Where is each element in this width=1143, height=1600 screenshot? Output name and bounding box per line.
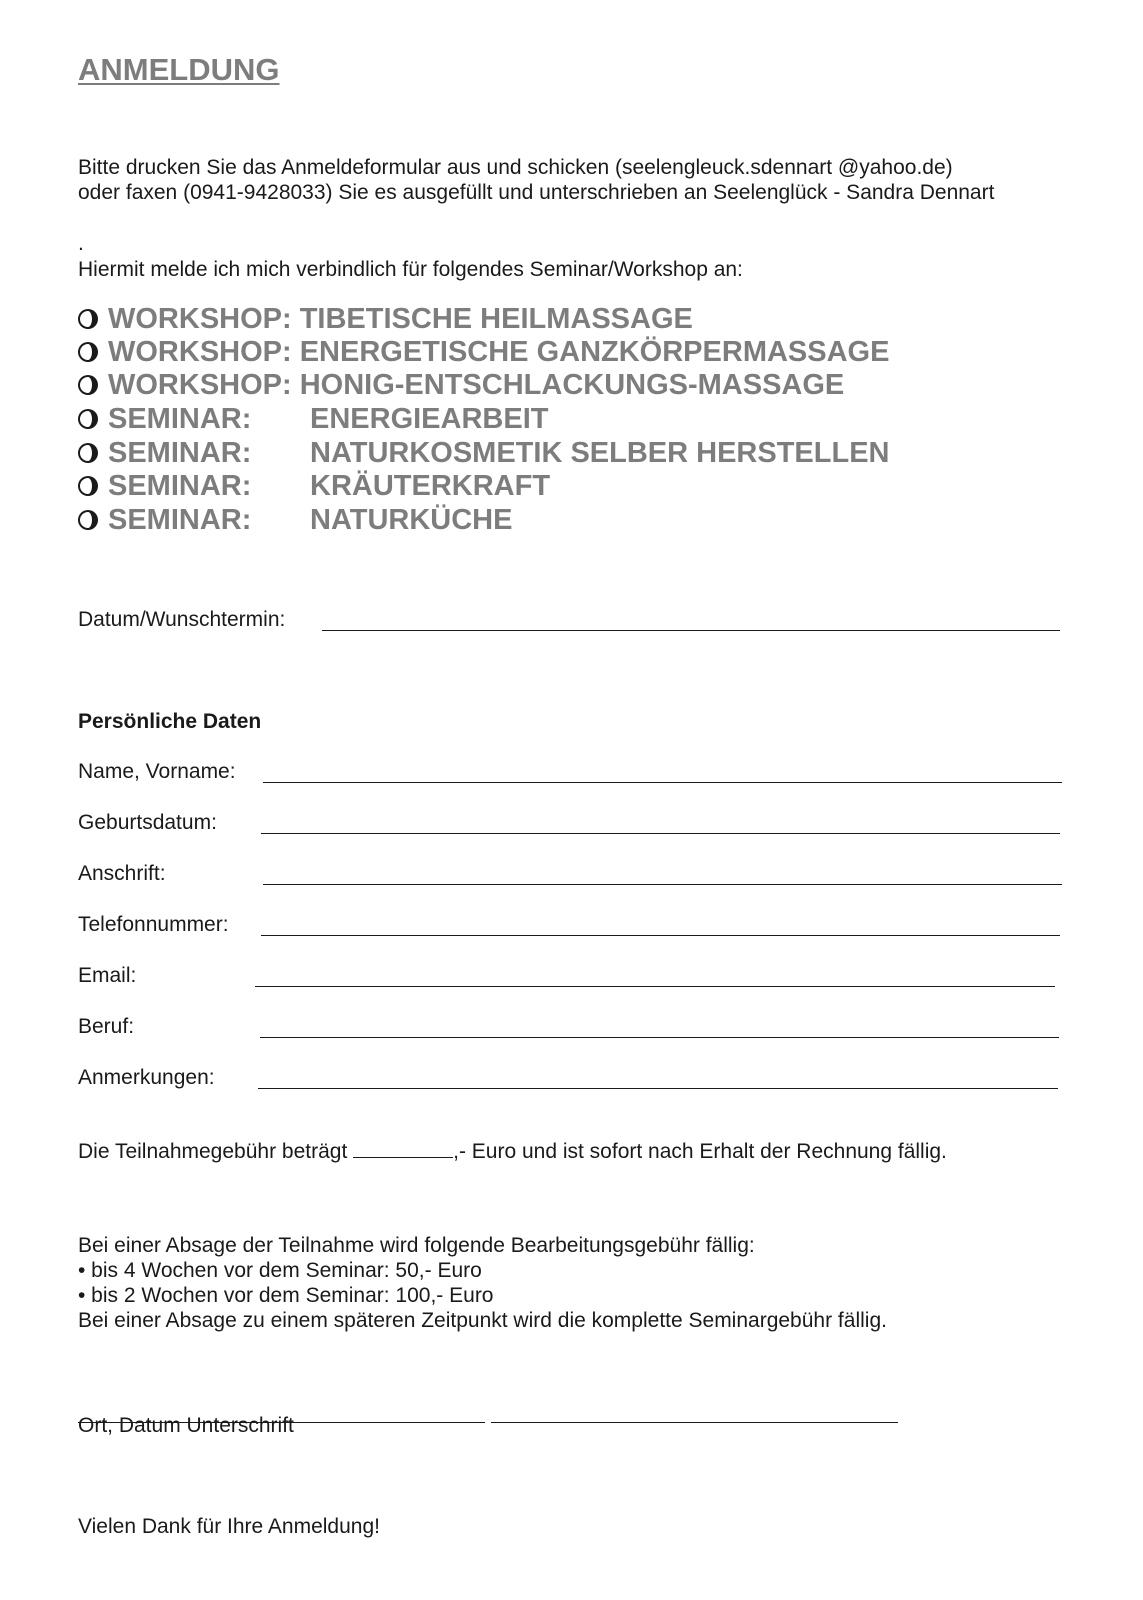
cancellation-note: Bei einer Absage zu einem späteren Zeitpunkt wird die komplette Seminargebühr fällig. <box>78 1309 887 1332</box>
address-label: Anschrift: <box>78 862 166 885</box>
option-row[interactable] <box>78 302 693 336</box>
notes-label: Anmerkungen: <box>78 1066 215 1089</box>
option-name: NATURKOSMETIK SELBER HERSTELLEN <box>310 436 890 469</box>
cancellation-intro: Bei einer Absage der Teilnahme wird folgende Bearbeitungsgebühr fällig: <box>78 1234 755 1257</box>
stray-dot: . <box>78 232 84 255</box>
phone-label: Telefonnummer: <box>78 913 229 936</box>
birthdate-input-line[interactable] <box>261 833 1060 834</box>
cancellation-item: • bis 4 Wochen vor dem Seminar: 50,- Euro <box>78 1259 482 1282</box>
option-row[interactable] <box>78 503 512 537</box>
signature-caption: Ort, Datum Unterschrift <box>78 1414 294 1437</box>
notes-input-line[interactable] <box>258 1088 1058 1089</box>
signature-input-line[interactable] <box>491 1422 898 1423</box>
option-type: SEMINAR: <box>108 469 252 502</box>
thanks-text: Vielen Dank für Ihre Anmeldung! <box>78 1515 380 1538</box>
option-type: SEMINAR: <box>108 402 252 435</box>
option-label: WORKSHOP: TIBETISCHE HEILMASSAGE <box>108 302 693 335</box>
option-row[interactable] <box>78 469 550 503</box>
option-row[interactable] <box>78 436 889 470</box>
option-type: SEMINAR: <box>108 436 252 469</box>
email-input-line[interactable] <box>255 986 1055 987</box>
radio-circle-icon[interactable] <box>78 375 98 395</box>
option-name: KRÄUTERKRAFT <box>310 469 551 502</box>
option-name: ENERGIEARBEIT <box>310 402 549 435</box>
intro-line-2: oder faxen (0941-9428033) Sie es ausgefüllt und unterschrieben an Seelenglück - Sandra Dennart <box>78 181 995 204</box>
intro-text <box>78 155 994 205</box>
section-title: Persönliche Daten <box>78 710 262 733</box>
radio-circle-icon[interactable] <box>78 443 98 463</box>
radio-circle-icon[interactable] <box>78 476 98 496</box>
fee-text <box>78 1139 947 1164</box>
address-input-line[interactable] <box>263 884 1062 885</box>
radio-circle-icon[interactable] <box>78 309 98 329</box>
option-row[interactable] <box>78 402 548 436</box>
cancellation-terms <box>78 1233 887 1333</box>
job-label: Beruf: <box>78 1015 135 1038</box>
date-input-line[interactable] <box>322 630 1060 631</box>
option-name: NATURKÜCHE <box>310 503 513 536</box>
intro-line-1: Bitte drucken Sie das Anmeldeformular aus und schicken (seelengleuck.sdennart @yahoo.de) <box>78 156 953 179</box>
name-input-line[interactable] <box>263 782 1062 783</box>
option-type: SEMINAR: <box>108 503 252 536</box>
job-input-line[interactable] <box>260 1037 1059 1038</box>
date-label: Datum/Wunschtermin: <box>78 608 286 631</box>
birthdate-label: Geburtsdatum: <box>78 811 217 834</box>
fee-input-line[interactable] <box>353 1139 453 1158</box>
option-row[interactable] <box>78 335 889 369</box>
lead-text: Hiermit melde ich mich verbindlich für folgendes Seminar/Workshop an: <box>78 258 743 281</box>
cancellation-item: • bis 2 Wochen vor dem Seminar: 100,- Euro <box>78 1284 494 1307</box>
option-label: WORKSHOP: HONIG-ENTSCHLACKUNGS-MASSAGE <box>108 368 845 401</box>
phone-input-line[interactable] <box>261 935 1060 936</box>
name-label: Name, Vorname: <box>78 760 236 783</box>
radio-circle-icon[interactable] <box>78 342 98 362</box>
radio-circle-icon[interactable] <box>78 510 98 530</box>
option-label: WORKSHOP: ENERGETISCHE GANZKÖRPERMASSAGE <box>108 335 890 368</box>
page-title: ANMELDUNG <box>78 52 280 87</box>
fee-text-after: ,- Euro und ist sofort nach Erhalt der Rechnung fällig. <box>453 1140 947 1163</box>
fee-text-before: Die Teilnahmegebühr beträgt <box>78 1140 354 1163</box>
radio-circle-icon[interactable] <box>78 409 98 429</box>
email-label: Email: <box>78 964 137 987</box>
option-row[interactable] <box>78 368 844 402</box>
